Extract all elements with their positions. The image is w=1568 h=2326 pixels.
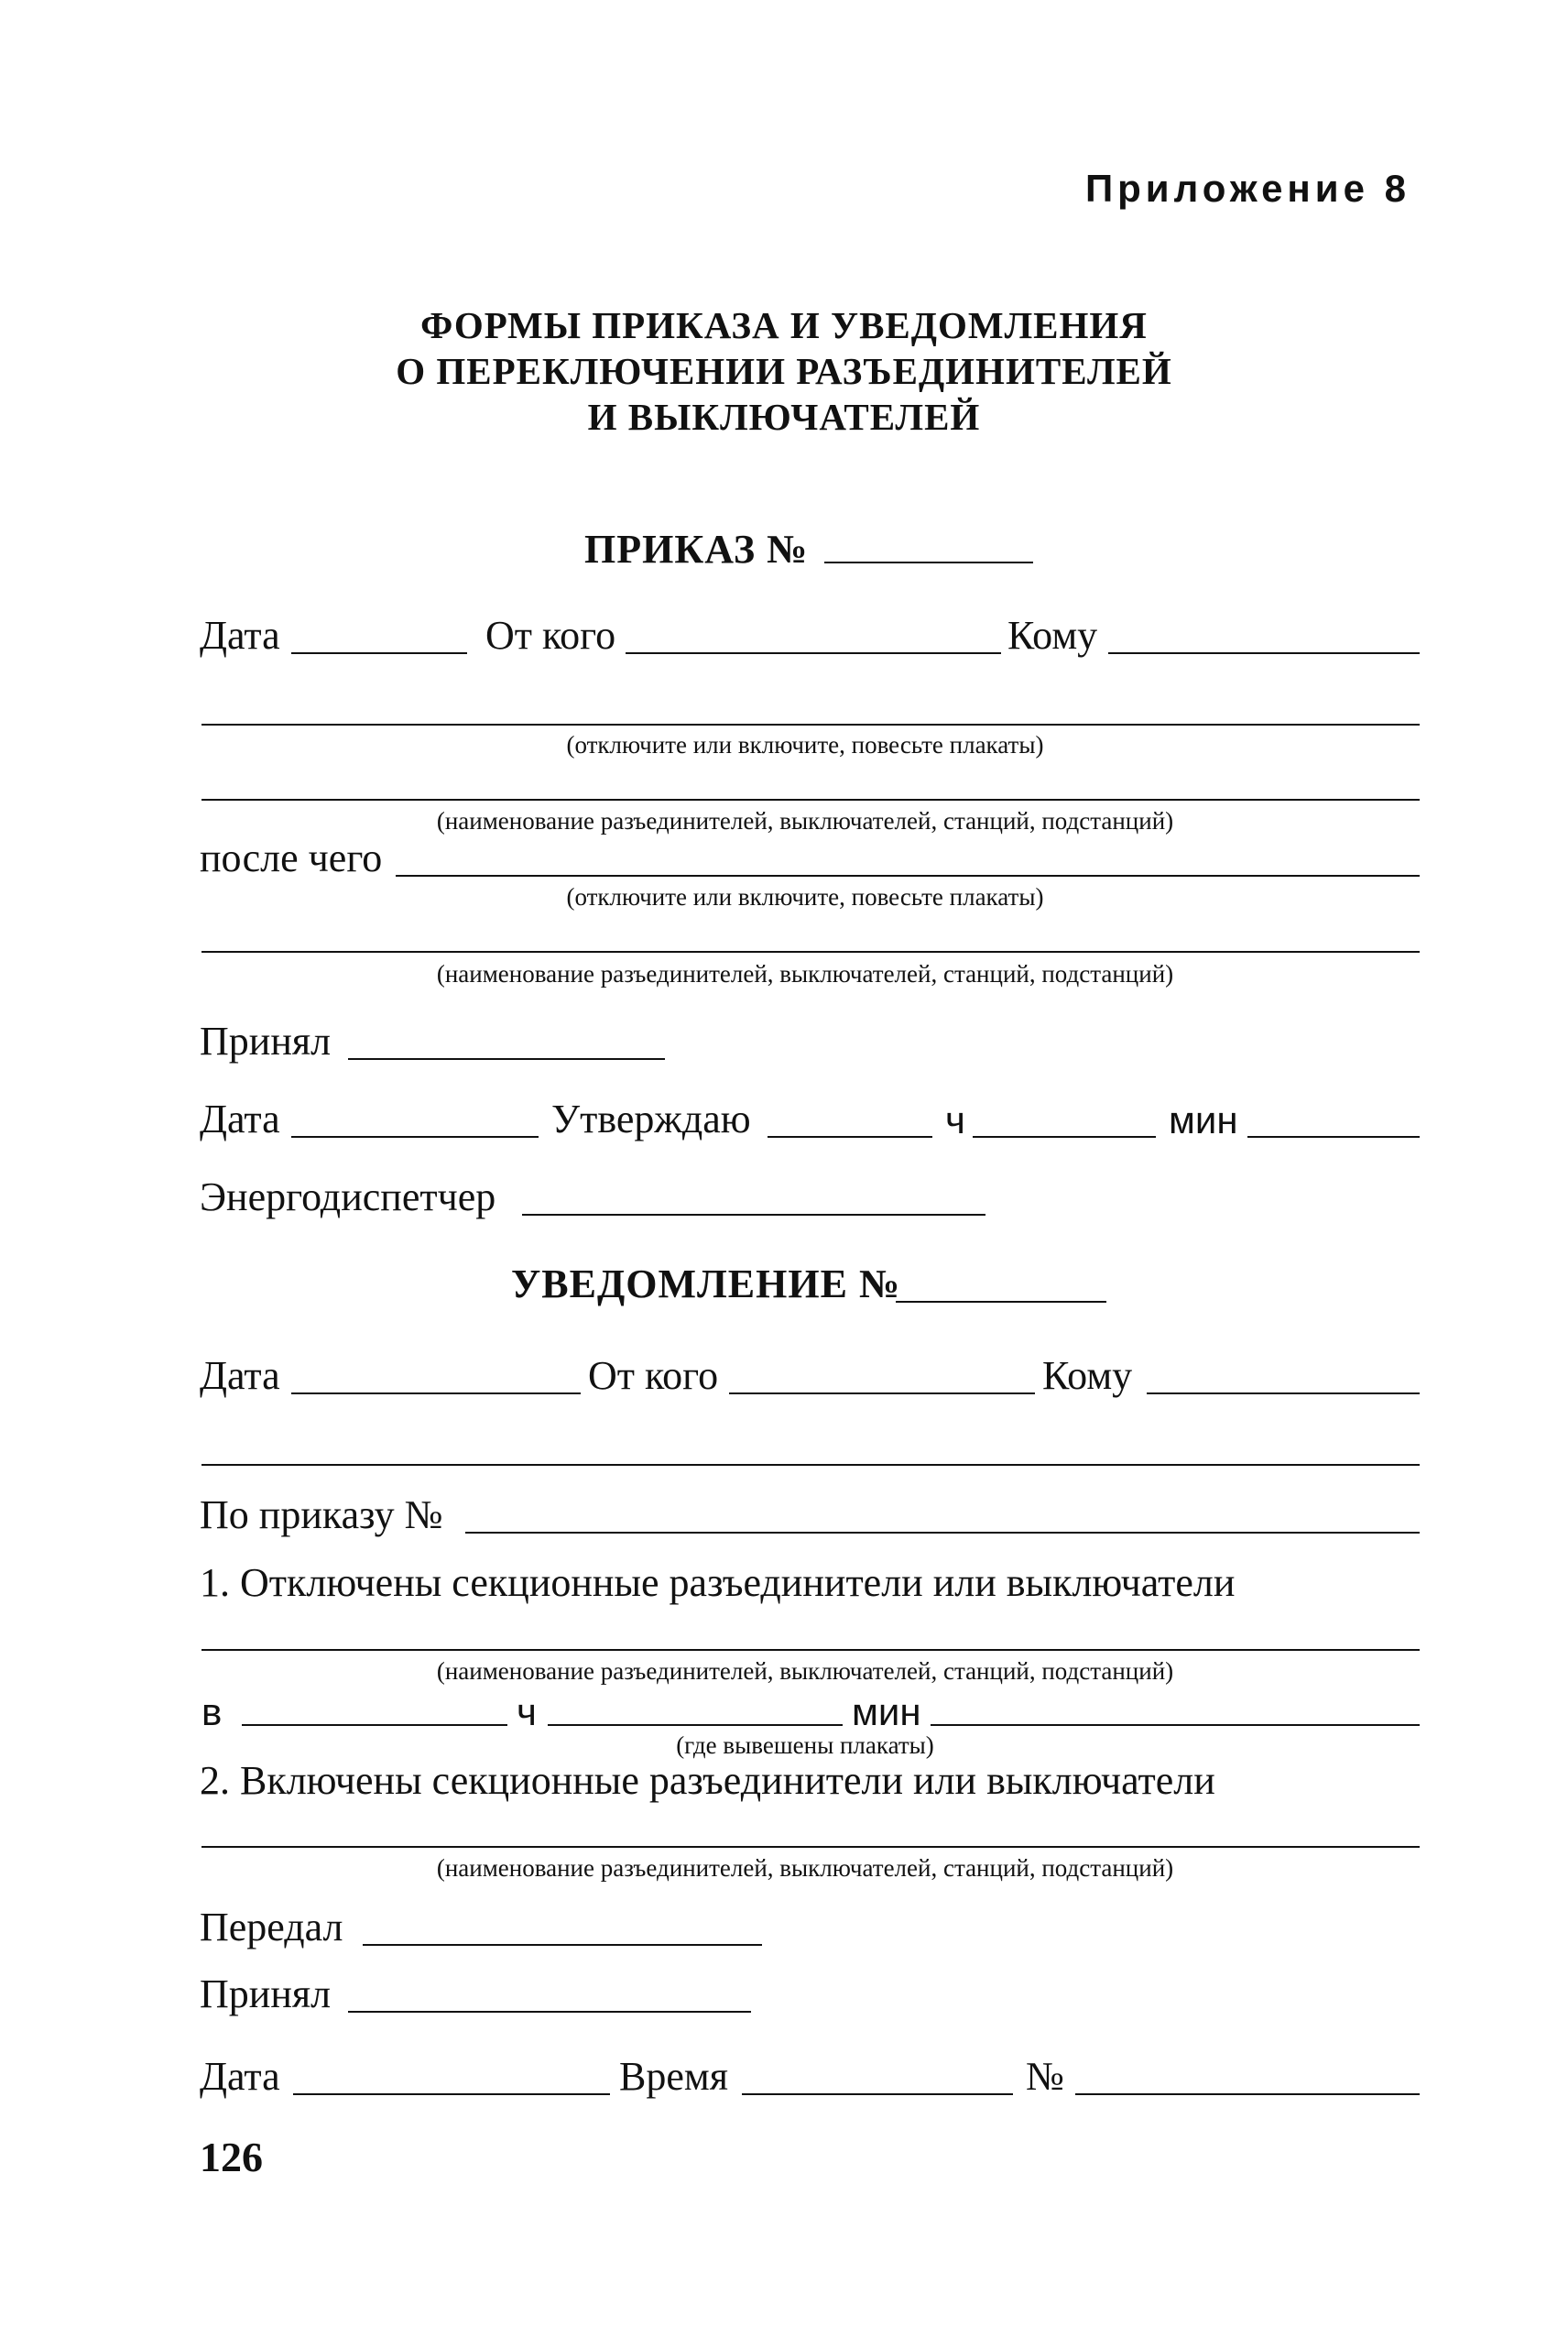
- order-to-field[interactable]: [1108, 652, 1420, 654]
- order-date2-field[interactable]: [291, 1136, 539, 1138]
- notice-time-label: Время: [619, 2054, 728, 2099]
- notice-item-1: 1. Отключены секционные разъединители или выключатели: [200, 1560, 1236, 1605]
- appendix-label: Приложение 8: [1084, 167, 1410, 210]
- order-hours-label: ч: [945, 1098, 965, 1141]
- notice-to-label: Кому: [1042, 1353, 1133, 1398]
- notice-item-2: 2. Включены секционные разъединители или выключатели: [200, 1758, 1215, 1803]
- notice-item2-names-field[interactable]: [201, 1846, 1420, 1848]
- notice-by-order-label: По приказу №: [200, 1492, 443, 1537]
- notice-minutes-field[interactable]: [931, 1724, 1420, 1726]
- notice-received-field[interactable]: [348, 2011, 751, 2013]
- notice-minutes-label: мин: [852, 1690, 921, 1733]
- notice-date-label: Дата: [200, 1353, 280, 1398]
- order-minutes-label: мин: [1169, 1098, 1238, 1141]
- notice-hours-field[interactable]: [548, 1724, 843, 1726]
- notice-date-field[interactable]: [291, 1392, 581, 1394]
- order-to-label: Кому: [1007, 613, 1098, 658]
- notice-posters-caption: (где вывешены плакаты): [676, 1731, 934, 1759]
- page-number: 126: [200, 2134, 263, 2180]
- notice-by-order-field[interactable]: [465, 1532, 1420, 1534]
- order-after-field[interactable]: [396, 875, 1420, 877]
- order-approve-field[interactable]: [768, 1136, 932, 1138]
- order-names-caption: (наименование разъединителей, выключателей, станций, подстанций): [436, 807, 1174, 835]
- order-number-field[interactable]: [824, 562, 1033, 563]
- order-names-field[interactable]: [201, 799, 1420, 801]
- notice-item1-names-field[interactable]: [201, 1649, 1420, 1651]
- document-title-line-1: ФОРМЫ ПРИКАЗА И УВЕДОМЛЕНИЯ: [420, 304, 1148, 346]
- notice-date2-field[interactable]: [293, 2093, 610, 2095]
- order-from-label: От кого: [485, 613, 616, 658]
- notice-transmitted-label: Передал: [200, 1905, 343, 1949]
- order-received-label: Принял: [200, 1019, 332, 1064]
- order-approve-label: Утверждаю: [551, 1097, 751, 1141]
- order-after-label: после чего: [200, 835, 383, 880]
- notice-number-field[interactable]: [896, 1301, 1106, 1303]
- order-date-label: Дата: [200, 613, 280, 658]
- notice-at-field[interactable]: [242, 1724, 507, 1726]
- order-heading: ПРИКАЗ №: [584, 527, 809, 572]
- notice-date2-label: Дата: [200, 2054, 280, 2099]
- order-names-field-2[interactable]: [201, 951, 1420, 953]
- order-hours-field[interactable]: [973, 1136, 1156, 1138]
- order-action-field[interactable]: [201, 724, 1420, 726]
- notice-number-label: №: [1026, 2054, 1064, 2099]
- notice-hours-label: ч: [517, 1690, 537, 1733]
- notice-to-field[interactable]: [1147, 1392, 1420, 1394]
- notice-time-field[interactable]: [742, 2093, 1013, 2095]
- order-minutes-field[interactable]: [1247, 1136, 1420, 1138]
- notice-received-label: Принял: [200, 1971, 332, 2016]
- notice-from-label: От кого: [588, 1353, 719, 1398]
- order-dispatcher-field[interactable]: [522, 1214, 985, 1216]
- order-received-field[interactable]: [348, 1058, 665, 1060]
- notice-item2-names-caption: (наименование разъединителей, выключателей, станций, подстанций): [436, 1854, 1174, 1882]
- order-date2-label: Дата: [200, 1097, 280, 1141]
- order-action-caption: (отключите или включите, повесьте плакаты): [566, 731, 1044, 759]
- document-title-line-2: О ПЕРЕКЛЮЧЕНИИ РАЗЪЕДИНИТЕЛЕЙ: [396, 350, 1172, 392]
- notice-from-field[interactable]: [729, 1392, 1035, 1394]
- order-from-field[interactable]: [626, 652, 1001, 654]
- order-names-caption-2: (наименование разъединителей, выключателей, станций, подстанций): [436, 960, 1174, 988]
- notice-transmitted-field[interactable]: [363, 1944, 762, 1946]
- notice-blank-line[interactable]: [201, 1464, 1420, 1466]
- order-dispatcher-label: Энергодиспетчер: [200, 1174, 496, 1219]
- document-title-line-3: И ВЫКЛЮЧАТЕЛЕЙ: [587, 396, 981, 438]
- notice-at-label: в: [201, 1690, 223, 1733]
- notice-number2-field[interactable]: [1075, 2093, 1420, 2095]
- notice-item1-names-caption: (наименование разъединителей, выключателей, станций, подстанций): [436, 1657, 1174, 1685]
- notice-heading: УВЕДОМЛЕНИЕ №: [511, 1261, 901, 1306]
- order-action-caption-2: (отключите или включите, повесьте плакаты): [566, 883, 1044, 911]
- order-date-field[interactable]: [291, 652, 467, 654]
